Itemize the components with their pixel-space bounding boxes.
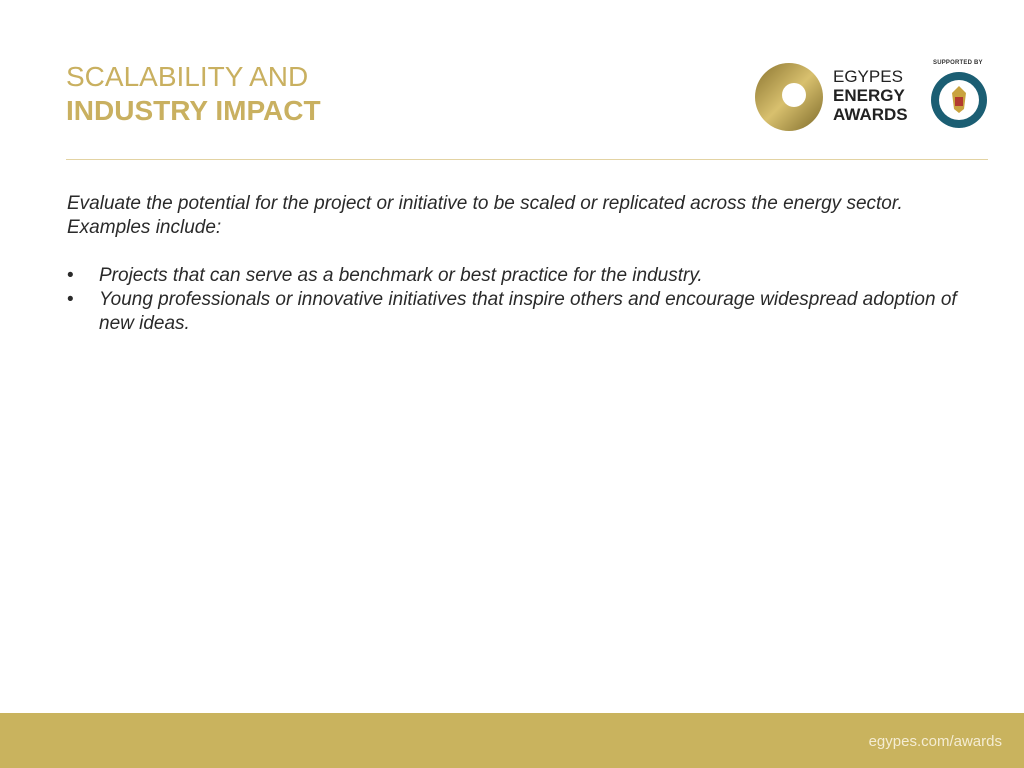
intro-text: Evaluate the potential for the project or initiative to be scaled or replicated across the energy sector. Examples include: xyxy=(67,193,903,238)
header-divider xyxy=(66,159,988,160)
list-item: • Young professionals or innovative initiatives that inspire others and encourage widespread adoption of new ideas. xyxy=(67,288,957,336)
brand-line-3: AWARDS xyxy=(833,105,908,124)
slide-title xyxy=(66,60,321,128)
ministry-seal-icon xyxy=(930,71,988,129)
examples-list xyxy=(67,264,957,336)
supported-by-label: SUPPORTED BY xyxy=(933,60,983,66)
title-line-1: SCALABILITY AND xyxy=(66,61,309,92)
egypes-ring-logo-icon xyxy=(754,62,824,132)
brand-line-2: ENERGY xyxy=(833,86,905,105)
brand-line-1: EGYPES xyxy=(833,67,903,86)
footer-bar xyxy=(0,713,1024,768)
website-link[interactable]: egypes.com/awards xyxy=(868,733,1002,750)
list-item: • Projects that can serve as a benchmark or best practice for the industry. xyxy=(67,264,957,288)
title-line-2: INDUSTRY IMPACT xyxy=(66,95,321,126)
brand-wordmark xyxy=(833,67,908,124)
slide-body xyxy=(67,192,957,336)
